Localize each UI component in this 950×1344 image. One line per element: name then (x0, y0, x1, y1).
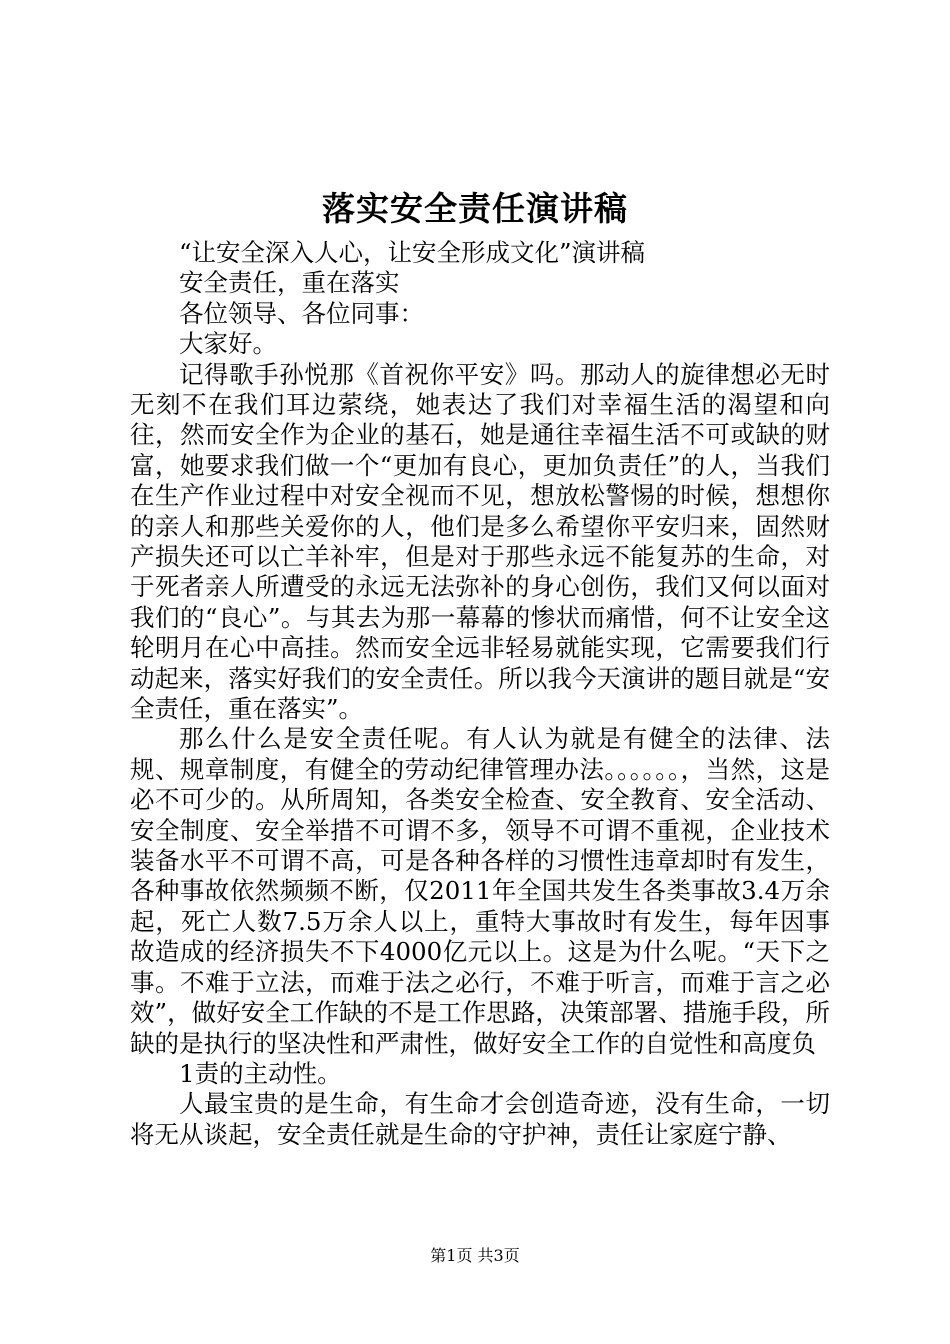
intro-line: 各位领导、各位同事： (179, 298, 424, 328)
intro-line: “让安全深入人心，让安全形成文化”演讲稿 (179, 238, 646, 267)
body-paragraph: 记得歌手孙悦那《首祝你平安》吗。那动人的旋律想必无时无刻不在我们耳边萦绕，她表达了我们对幸福生活的渴望和向往，然而安全作为企业的基石，她是通往幸福生活不可或缺的财富，她要求我们做一个“更加有良心，更加负责任”的人，当我们在生产作业过程中对安全视而不见，想放松警惕的时候，想想你的亲人和那些关爱你的人，他们是多么希望你平安归来，固然财产损失还可以亡羊补牢，但是对于那些永远不能复苏的生命，对于死者亲人所遭受的永远无法弥补的身心创伤，我们又何以面对我们的“良心”。与其去为那一幕幕的惨状而痛惜，何不让安全这轮明月在心中高挂。然而安全远非轻易就能实现，它需要我们行动起来，落实好我们的安全责任。所以我今天演讲的题目就是“安全责任，重在落实”。 (130, 359, 830, 724)
page-footer: 第1页 共3页 (430, 1246, 520, 1265)
body-paragraph: 那么什么是安全责任呢。有人认为就是有健全的法律、法规、规章制度，有健全的劳动纪律管理办法。。。。。。，当然，这是必不可少的。从所周知，各类安全检查、安全教育、安全活动、安全制度、安全举措不可谓不多，领导不可谓不重视，企业技术装备水平不可谓不高，可是各种各样的习惯性违章却时有发生，各种事故依然频频不断，仅2011年全国共发生各类事故3.4万余起，死亡人数7.5万余人以上，重特大事故时有发生，每年因事故造成的经济损失不下4000亿元以上。这是为什么呢。“天下之事。不难于立法，而难于法之必行，不难于听言，而难于言之必效”，做好安全工作缺的不是工作思路，决策部署、措施手段，所缺的是执行的坚决性和严肃性，做好安全工作的自觉性和高度负 (130, 724, 830, 1058)
body-paragraph: 1责的主动性。 (179, 1058, 342, 1088)
page-title: 落实安全责任演讲稿 (322, 189, 628, 228)
intro-line: 大家好。 (179, 329, 277, 359)
body-paragraph: 人最宝贵的是生命，有生命才会创造奇迹，没有生命，一切将无从谈起，安全责任就是生命的守护神，责任让家庭宁静、 (130, 1089, 830, 1149)
document-body (130, 238, 830, 1150)
intro-line: 安全责任，重在落实 (179, 268, 400, 298)
